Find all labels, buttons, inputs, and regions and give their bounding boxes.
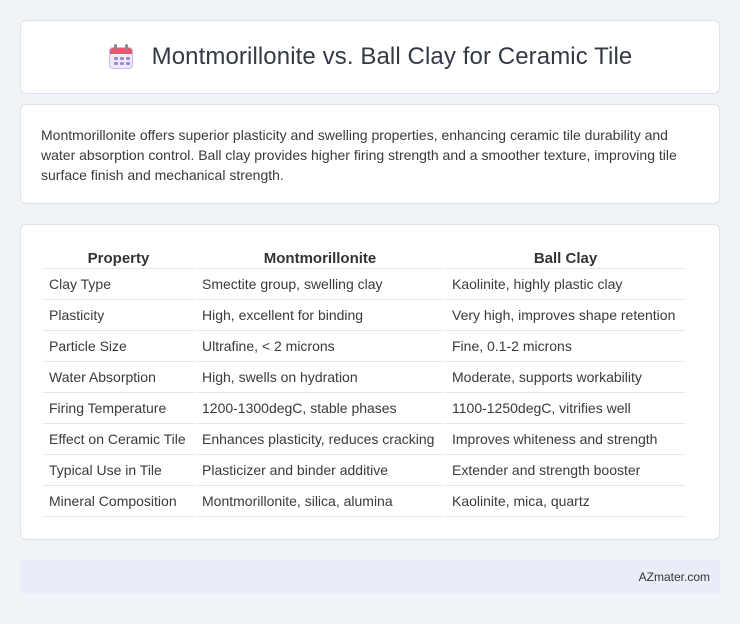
montmorillonite-cell: Enhances plasticity, reduces cracking [196,424,444,455]
property-cell: Particle Size [43,331,194,362]
comparison-table [41,245,687,517]
property-cell: Mineral Composition [43,486,194,517]
montmorillonite-cell: High, swells on hydration [196,362,444,393]
property-cell: Typical Use in Tile [43,455,194,486]
ball-clay-cell: Kaolinite, highly plastic clay [446,269,685,300]
table-row [43,455,685,486]
ball-clay-cell: Moderate, supports workability [446,362,685,393]
montmorillonite-cell: Ultrafine, < 2 microns [196,331,444,362]
property-cell: Firing Temperature [43,393,194,424]
table-row [43,362,685,393]
montmorillonite-cell: 1200-1300degC, stable phases [196,393,444,424]
title-wrap [108,43,633,71]
ball-clay-cell: 1100-1250degC, vitrifies well [446,393,685,424]
header-ball-clay: Ball Clay [446,245,685,269]
header-property: Property [43,245,194,269]
property-cell: Plasticity [43,300,194,331]
table-row [43,300,685,331]
ball-clay-cell: Kaolinite, mica, quartz [446,486,685,517]
table-header-row [43,245,685,269]
montmorillonite-cell: Plasticizer and binder additive [196,455,444,486]
footer [20,560,720,593]
property-cell: Clay Type [43,269,194,300]
summary-text: Montmorillonite offers superior plasticity and swelling properties, enhancing ceramic tile durability and water absorption control. Ball clay provides higher firing strength and a smoother texture, improving tile surface finish and mechanical strength. [41,127,677,183]
ball-clay-cell: Improves whiteness and strength [446,424,685,455]
header-montmorillonite: Montmorillonite [196,245,444,269]
table-row [43,331,685,362]
montmorillonite-cell: High, excellent for binding [196,300,444,331]
title-card [20,20,720,94]
property-cell: Effect on Ceramic Tile [43,424,194,455]
montmorillonite-cell: Montmorillonite, silica, alumina [196,486,444,517]
table-row [43,269,685,300]
calendar-icon [108,44,134,70]
footer-brand: AZmater.com [638,569,710,584]
montmorillonite-cell: Smectite group, swelling clay [196,269,444,300]
ball-clay-cell: Very high, improves shape retention [446,300,685,331]
ball-clay-cell: Fine, 0.1-2 microns [446,331,685,362]
summary-card [20,104,720,204]
property-cell: Water Absorption [43,362,194,393]
table-card [20,224,720,540]
table-row [43,486,685,517]
page-title: Montmorillonite vs. Ball Clay for Ceramic Tile [151,43,633,70]
table-row [43,393,685,424]
table-row [43,424,685,455]
ball-clay-cell: Extender and strength booster [446,455,685,486]
